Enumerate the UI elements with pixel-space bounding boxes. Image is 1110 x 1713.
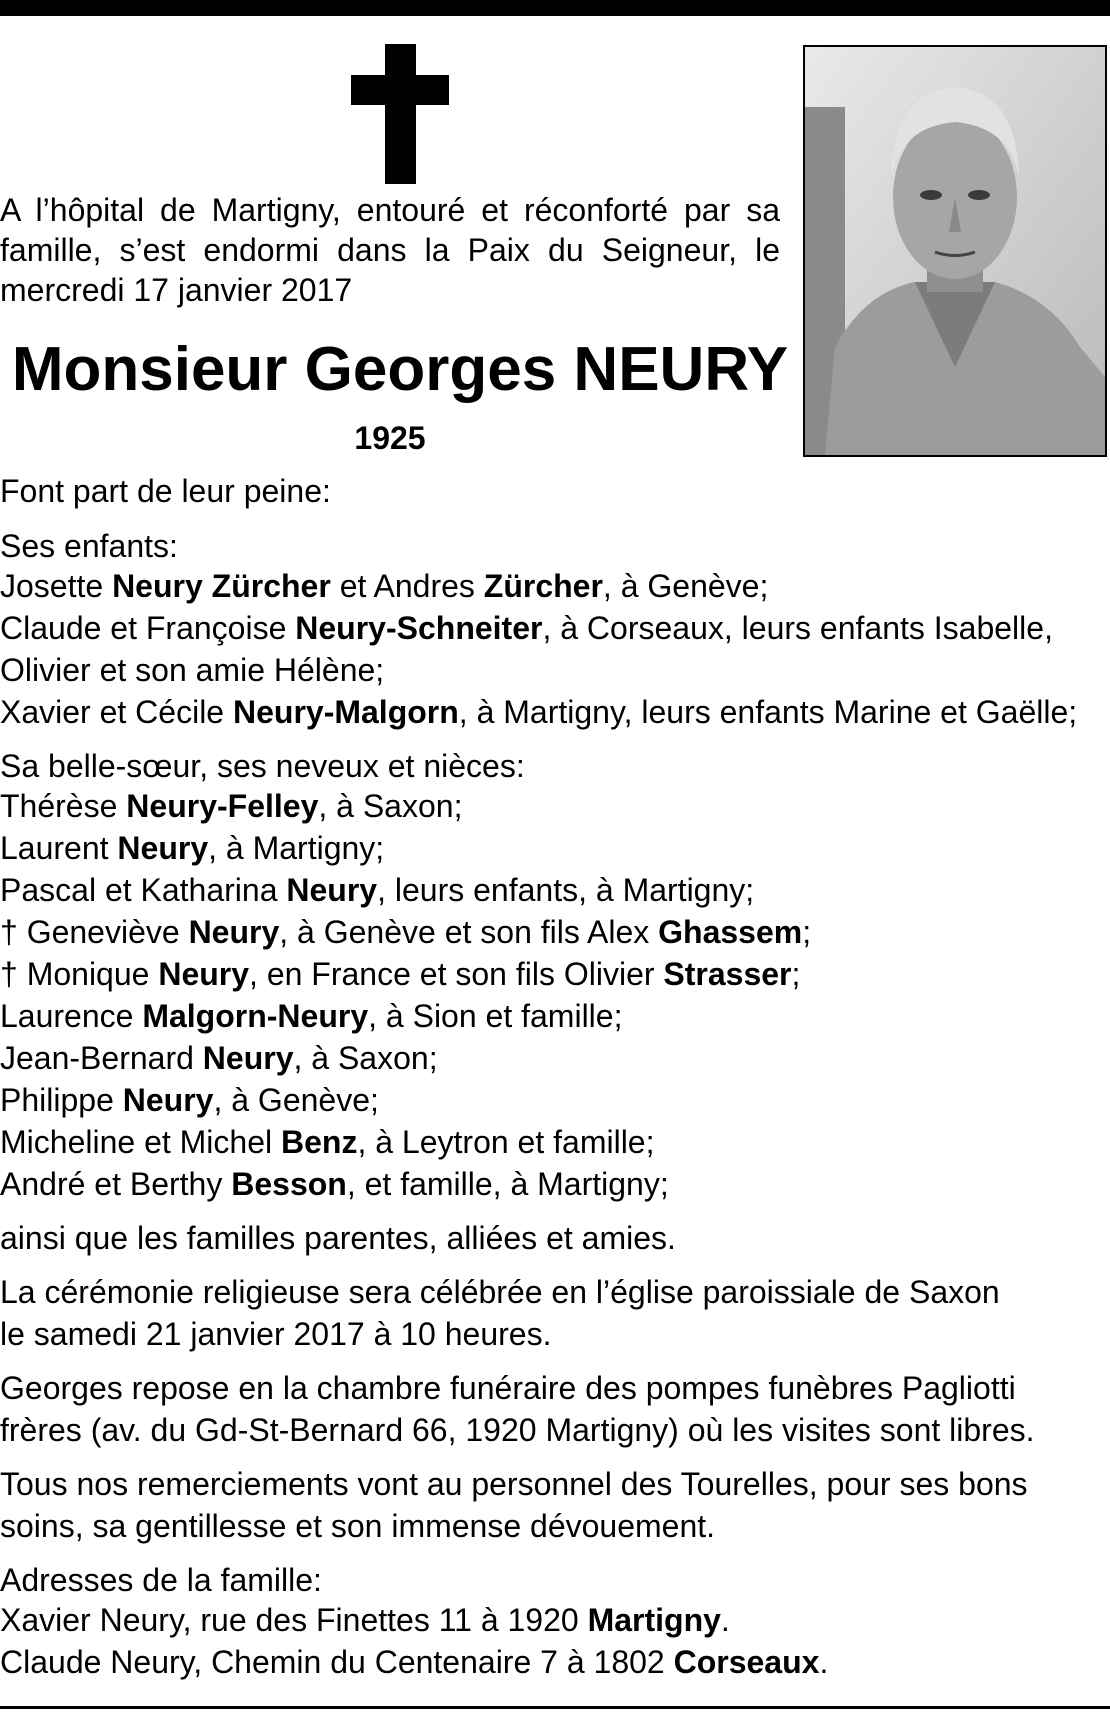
portrait-photo bbox=[803, 45, 1107, 457]
birth-year: 1925 bbox=[354, 420, 426, 456]
child-line: Xavier et Cécile Neury-Malgorn, à Martigny, leurs enfants Marine et Gaëlle; bbox=[0, 694, 1078, 730]
families-text: ainsi que les familles parentes, alliées et amies. bbox=[0, 1220, 676, 1256]
relative-line: Philippe Neury, à Genève; bbox=[0, 1082, 379, 1118]
bottom-rule bbox=[0, 1706, 1110, 1709]
relative-line: Pascal et Katharina Neury, leurs enfants, à Martigny; bbox=[0, 872, 755, 908]
thanks-text: Tous nos remerciements vont au personnel des Tourelles, pour ses bons bbox=[0, 1466, 1028, 1502]
relative-line: † Geneviève Neury, à Genève et son fils Alex Ghassem; bbox=[0, 914, 812, 950]
child-line: Claude et Françoise Neury-Schneiter, à Corseaux, leurs enfants Isabelle, bbox=[0, 610, 1053, 646]
relative-line: André et Berthy Besson, et famille, à Martigny; bbox=[0, 1166, 669, 1202]
child-line: Olivier et son amie Hélène; bbox=[0, 652, 385, 688]
thanks-text: soins, sa gentillesse et son immense dévouement. bbox=[0, 1508, 716, 1544]
rest-text: Georges repose en la chambre funéraire des pompes funèbres Pagliotti bbox=[0, 1370, 1016, 1406]
relative-line: Laurent Neury, à Martigny; bbox=[0, 830, 385, 866]
relative-line: Laurence Malgorn-Neury, à Sion et famille; bbox=[0, 998, 623, 1034]
child-line: Josette Neury Zürcher et Andres Zürcher, à Genève; bbox=[0, 568, 769, 604]
cross-icon bbox=[351, 44, 449, 184]
intro-text: A l’hôpital de Martigny, entouré et réconforté par sa famille, s’est endormi dans la Paix du Seigneur, le mercredi 17 janvier 2017 bbox=[0, 192, 780, 308]
addresses-heading: Adresses de la famille: bbox=[0, 1562, 322, 1598]
relatives-heading: Sa belle-sœur, ses neveux et nièces: bbox=[0, 748, 525, 784]
ceremony-text: La cérémonie religieuse sera célébrée en l’église paroissiale de Saxon bbox=[0, 1274, 1000, 1310]
ceremony-text: le samedi 21 janvier 2017 à 10 heures. bbox=[0, 1316, 552, 1352]
relative-line: † Monique Neury, en France et son fils Olivier Strasser; bbox=[0, 956, 801, 992]
address-line: Claude Neury, Chemin du Centenaire 7 à 1802 Corseaux. bbox=[0, 1644, 829, 1680]
address-line: Xavier Neury, rue des Finettes 11 à 1920 Martigny. bbox=[0, 1602, 730, 1638]
children-heading: Ses enfants: bbox=[0, 528, 178, 564]
relative-line: Jean-Bernard Neury, à Saxon; bbox=[0, 1040, 438, 1076]
share-grief-text: Font part de leur peine: bbox=[0, 473, 331, 509]
rest-text: frères (av. du Gd-St-Bernard 66, 1920 Martigny) où les visites sont libres. bbox=[0, 1412, 1035, 1448]
relative-line: Micheline et Michel Benz, à Leytron et famille; bbox=[0, 1124, 655, 1160]
deceased-name: Monsieur Georges NEURY bbox=[11, 335, 789, 404]
relative-line: Thérèse Neury-Felley, à Saxon; bbox=[0, 788, 463, 824]
top-rule bbox=[0, 0, 1110, 16]
